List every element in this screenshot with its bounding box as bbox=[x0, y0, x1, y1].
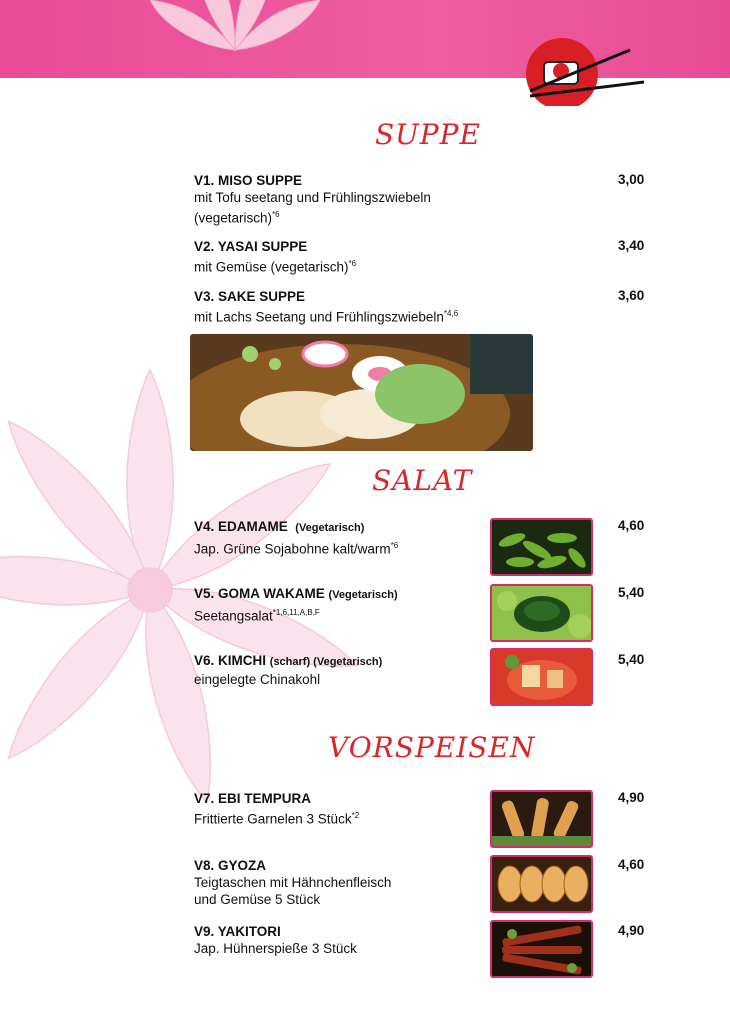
item-price: 3,00 bbox=[618, 172, 645, 187]
item-name: V5. GOMA WAKAME bbox=[194, 586, 325, 601]
menu-item bbox=[194, 172, 594, 227]
item-description: mit Lachs Seetang und Frühlingszwiebeln bbox=[194, 309, 444, 325]
section-title-salat: SALAT bbox=[372, 464, 473, 497]
item-description: Frittierte Garnelen 3 Stück bbox=[194, 811, 352, 827]
soup-photo bbox=[190, 334, 533, 451]
item-price: 5,40 bbox=[618, 652, 645, 667]
item-tag: (Vegetarisch) bbox=[295, 522, 365, 534]
item-name: V1. MISO SUPPE bbox=[194, 173, 303, 188]
section-title-suppe: SUPPE bbox=[375, 118, 481, 151]
item-name: V9. YAKITORI bbox=[194, 924, 281, 939]
allergen-codes: *1,6,11,A,B,F bbox=[272, 608, 320, 617]
item-price: 3,60 bbox=[618, 288, 645, 303]
header-flower-decoration bbox=[150, 0, 320, 80]
allergen-codes: *6 bbox=[390, 541, 399, 550]
item-description: eingelegte Chinakohl bbox=[194, 672, 321, 687]
item-description: mit Tofu seetang und Frühlingszwiebeln bbox=[194, 190, 431, 205]
item-price: 3,40 bbox=[618, 238, 645, 253]
menu-item bbox=[194, 238, 594, 276]
item-price: 4,60 bbox=[618, 857, 645, 872]
item-name: V2. YASAI SUPPE bbox=[194, 239, 308, 254]
item-price: 4,90 bbox=[618, 790, 645, 805]
item-description: Jap. Grüne Sojabohne kalt/warm bbox=[194, 541, 391, 557]
allergen-codes: *2 bbox=[351, 811, 360, 820]
item-name: V4. EDAMAME bbox=[194, 519, 288, 534]
wakame-photo bbox=[490, 584, 593, 642]
ebi-tempura-photo bbox=[490, 790, 593, 848]
item-description: Teigtaschen mit Hähnchenfleisch bbox=[194, 875, 392, 890]
item-description: Jap. Hühnerspieße 3 Stück bbox=[194, 941, 357, 956]
allergen-codes: *6 bbox=[348, 259, 357, 268]
item-tag: (scharf) (Vegetarisch) bbox=[269, 656, 383, 668]
yakitori-photo bbox=[490, 920, 593, 978]
item-price: 4,90 bbox=[618, 923, 645, 938]
item-price: 5,40 bbox=[618, 585, 645, 600]
item-name: V3. SAKE SUPPE bbox=[194, 289, 306, 304]
item-name: V8. GYOZA bbox=[194, 858, 267, 873]
sushi-chopsticks-logo bbox=[522, 36, 648, 106]
kimchi-photo bbox=[490, 648, 593, 706]
edamame-photo bbox=[490, 518, 593, 576]
item-tag: (Vegetarisch) bbox=[328, 589, 398, 601]
item-description: mit Gemüse (vegetarisch) bbox=[194, 259, 349, 275]
item-name: V7. EBI TEMPURA bbox=[194, 791, 312, 806]
item-description-2: (vegetarisch) bbox=[194, 210, 273, 226]
section-title-vorspeisen: VORSPEISEN bbox=[328, 731, 536, 764]
gyoza-photo bbox=[490, 855, 593, 913]
item-name: V6. KIMCHI bbox=[194, 653, 267, 668]
allergen-codes: *4,6 bbox=[443, 309, 459, 318]
item-description: Seetangsalat bbox=[194, 608, 273, 624]
menu-item bbox=[194, 288, 594, 326]
item-description-2: und Gemüse 5 Stück bbox=[194, 892, 321, 907]
allergen-codes: *6 bbox=[272, 210, 280, 219]
item-price: 4,60 bbox=[618, 518, 645, 533]
